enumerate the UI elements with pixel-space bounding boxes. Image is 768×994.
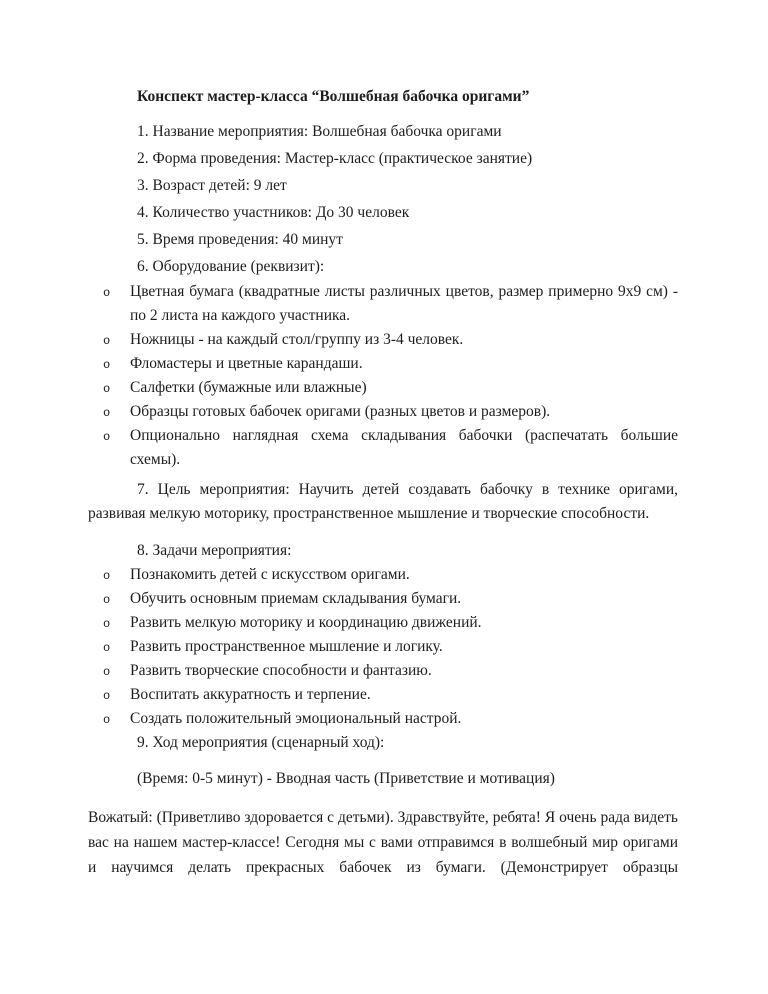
bullet-marker: o: [103, 713, 111, 727]
bullet-marker: o: [103, 617, 111, 631]
document-title: Конспект мастер-класса “Волшебная бабочка оригами”: [137, 88, 530, 105]
bullet-marker: o: [103, 569, 111, 583]
bullet-marker: o: [103, 382, 111, 396]
list-item: [88, 659, 678, 683]
list-item-text: Цветная бумага (квадратные листы различных цветов, размер примерно 9х9 см) - по 2 листа на каждого участника.: [130, 283, 678, 324]
bullet-marker: o: [103, 334, 111, 348]
list-item-text: Опционально наглядная схема складывания бабочки (распечатать большие схемы).: [130, 427, 678, 468]
bullet-marker: o: [103, 641, 111, 655]
numbered-item-3: 3. Возраст детей: 9 лет: [137, 177, 287, 194]
list-item: [88, 352, 678, 376]
goal-paragraph: 7. Цель мероприятия: Научить детей создавать бабочку в технике оригами, развивая мелкую моторику, пространственное мышление и творческие способности.: [88, 481, 678, 522]
leader-paragraph: Вожатый: (Приветливо здоровается с детьми). Здравствуйте, ребята! Я очень рада видеть вас на нашем мастер-классе! Сегодня мы с вами отправимся в волшебный мир оригами и научимся делать прекрасных бабочек из бумаги. (Демонстрирует образцы: [88, 809, 678, 876]
list-item: [88, 328, 678, 352]
list-item-text: Развить творческие способности и фантазию.: [130, 662, 432, 679]
list-item: [88, 400, 678, 424]
bullet-marker: o: [103, 593, 111, 607]
list-item-text: Познакомить детей с искусством оригами.: [130, 566, 410, 583]
bullet-marker: o: [103, 689, 111, 703]
list-item: [88, 280, 678, 328]
list-item: [88, 707, 678, 731]
list-item-text: Образцы готовых бабочек оригами (разных цветов и размеров).: [130, 403, 551, 420]
list-item: [88, 683, 678, 707]
list-item: [88, 635, 678, 659]
list-item-text: Развить пространственное мышление и логику.: [130, 638, 443, 655]
list-item-text: Салфетки (бумажные или влажные): [130, 379, 367, 396]
numbered-item-2: 2. Форма проведения: Мастер-класс (практическое занятие): [137, 150, 533, 167]
bullet-marker: o: [103, 665, 111, 679]
numbered-item-4: 4. Количество участников: До 30 человек: [137, 204, 410, 221]
bullet-marker: o: [103, 358, 111, 372]
list-item-text: Создать положительный эмоциональный настрой.: [130, 710, 462, 727]
list-item-text: Фломастеры и цветные карандаши.: [130, 355, 363, 372]
list-item: [88, 424, 678, 472]
numbered-item-6: 6. Оборудование (реквизит):: [137, 258, 325, 275]
list-item: [88, 611, 678, 635]
list-item: [88, 563, 678, 587]
list-item-text: Развить мелкую моторику и координацию движений.: [130, 614, 482, 631]
bullet-marker: o: [103, 406, 111, 420]
equipment-list: [88, 280, 678, 472]
tasks-list: [88, 563, 678, 731]
numbered-item-5: 5. Время проведения: 40 минут: [137, 231, 343, 248]
list-item-text: Обучить основным приемам складывания бумаги.: [130, 590, 462, 607]
list-item-text: Ножницы - на каждый стол/группу из 3-4 человек.: [130, 331, 464, 348]
numbered-item-1: 1. Название мероприятия: Волшебная бабочка оригами: [137, 123, 502, 140]
time-line: (Время: 0-5 минут) - Вводная часть (Приветствие и мотивация): [137, 770, 555, 787]
list-item: [88, 587, 678, 611]
bullet-marker: o: [103, 286, 111, 300]
flow-heading: 9. Ход мероприятия (сценарный ход):: [137, 734, 385, 751]
tasks-heading: 8. Задачи мероприятия:: [137, 542, 292, 559]
numbered-list: [88, 118, 678, 280]
bullet-marker: o: [103, 430, 111, 444]
list-item-text: Воспитать аккуратность и терпение.: [130, 686, 371, 703]
list-item: [88, 376, 678, 400]
